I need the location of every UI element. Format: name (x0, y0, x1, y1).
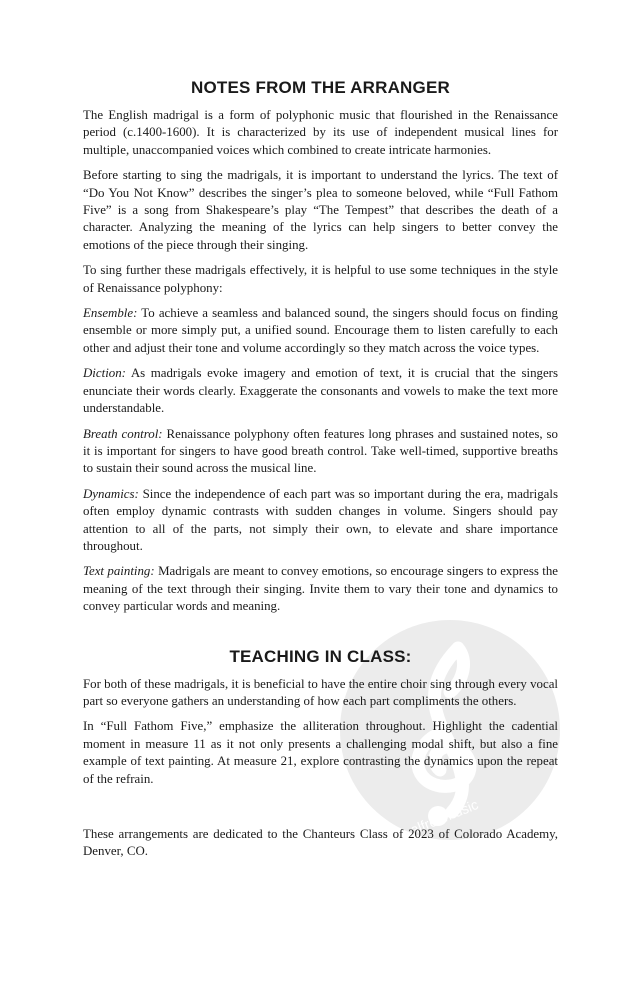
technique-dynamics (83, 486, 558, 556)
teaching-paragraph: In “Full Fathom Five,” emphasize the alliteration throughout. Highlight the cadential moment in measure 11 as it not only presents a challenging modal shift, but also a fine example of text painting. At measure 21, explore contrasting the dynamics upon the repeat of the refrain. (83, 719, 558, 786)
notes-heading: NOTES FROM THE ARRANGER (191, 78, 450, 97)
technique-ensemble (83, 305, 558, 357)
teaching-heading: TEACHING IN CLASS: (229, 646, 412, 666)
technique-lead: Ensemble: (83, 306, 138, 321)
notes-paragraph: The English madrigal is a form of polyphonic music that flourished in the Renaissance period (c.1400-1600). It is characterized by its use of independent musical lines for multiple, unaccompanied voices which combined to create intricate harmonies. (83, 108, 558, 157)
notes-paragraph: To sing further these madrigals effectively, it is helpful to use some techniques in the style of Renaissance polyphony: (83, 263, 558, 295)
technique-text: Renaissance polyphony often features long phrases and sustained notes, so it is important for singers to have good breath control. Take well-timed, supportive breaths to sustain their sound across the musical line. (83, 426, 558, 476)
technique-lead: Dynamics: (83, 486, 139, 501)
technique-lead: Breath control: (83, 426, 163, 441)
teaching-paragraph: For both of these madrigals, it is beneficial to have the entire choir sing through every vocal part so everyone gathers an understanding of how each part compliments the others. (83, 676, 558, 708)
notes-paragraph: Before starting to sing the madrigals, it is important to understand the lyrics. The text of “Do You Not Know” describes the singer’s plea to someone beloved, while “Full Fathom Five” is a song from Shakespeare’s play “The Tempest” that describes the death of a character. Analyzing the meaning of the lyrics can help singers to better convey the emotions of the piece through their singing. (83, 168, 558, 252)
watermark-text: alfredmusic (408, 796, 481, 838)
technique-text-painting (83, 563, 558, 615)
technique-diction (83, 365, 558, 417)
technique-lead: Diction: (83, 366, 126, 381)
technique-text: Since the independence of each part was so important during the era, madrigals often employ dynamic contrasts with sudden changes in volume. Singers should pay attention to all of the parts, not simply their own, to elevate and share importance throughout. (83, 486, 558, 553)
technique-text: As madrigals evoke imagery and emotion of text, it is crucial that the singers enunciate their words clearly. Exaggerate the consonants and vowels to make the text more understandable. (83, 366, 558, 416)
dedication-text: These arrangements are dedicated to the Chanteurs Class of 2023 of Colorado Academy, Denver, CO. (83, 827, 558, 859)
technique-text: To achieve a seamless and balanced sound, the singers should focus on finding ensemble or more simply put, a unified sound. Encourage them to listen carefully to each other and adjust their tone and volume accordingly so they match across the voice types. (83, 306, 558, 355)
technique-breath-control (83, 426, 558, 478)
page-content (83, 78, 558, 869)
technique-text: Madrigals are meant to convey emotions, so encourage singers to express the meaning of the text through their singing. Invite them to vary their tone and dynamics to convey particular words and meaning. (83, 564, 558, 614)
technique-lead: Text painting: (83, 564, 155, 579)
